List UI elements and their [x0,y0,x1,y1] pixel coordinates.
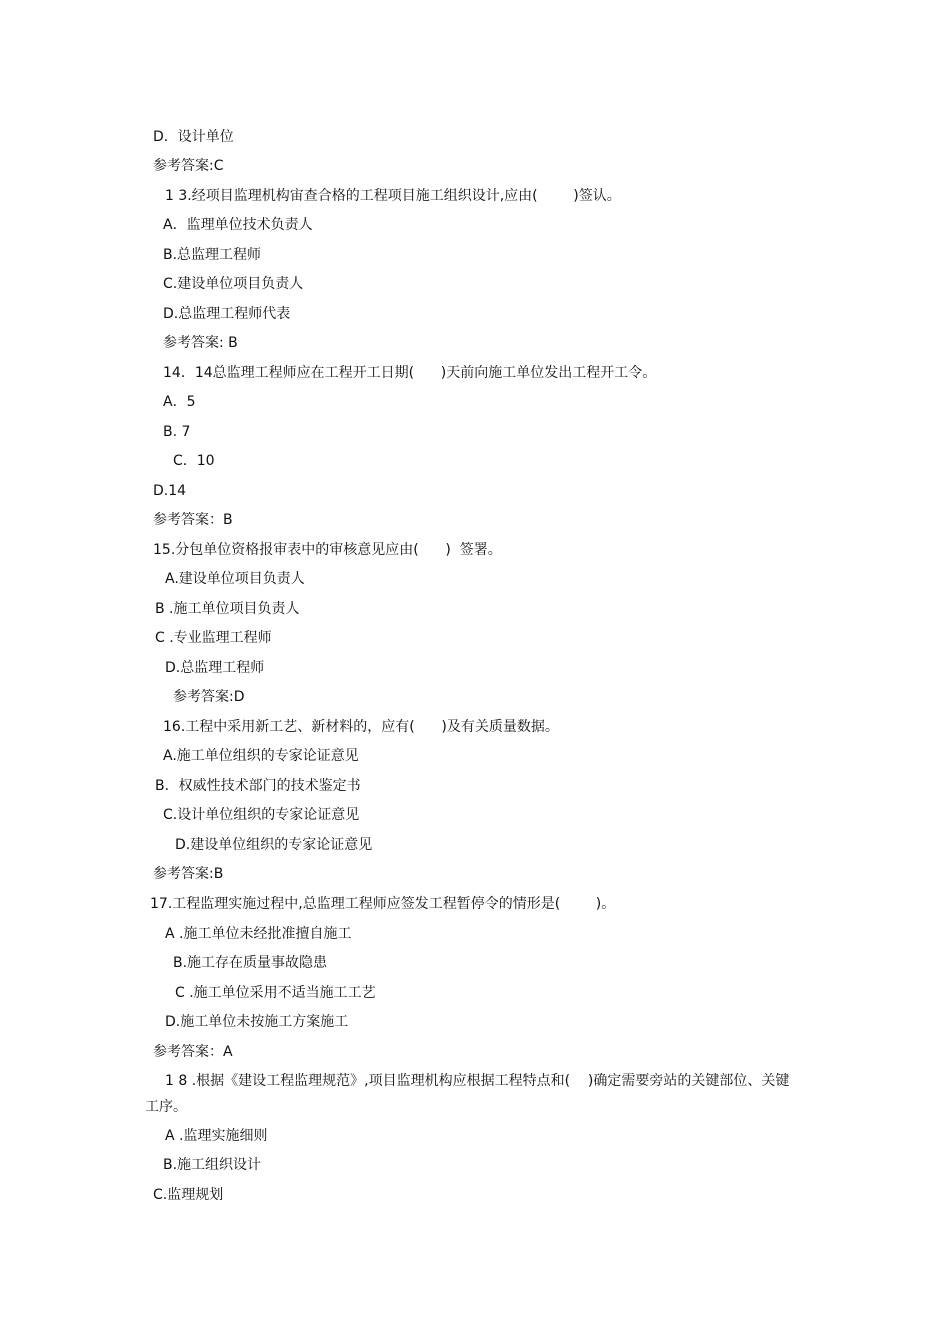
option-14-a: A．5 [163,394,196,410]
option-16-a: A.施工单位组织的专家论证意见 [163,748,359,764]
question-14: 14．14总监理工程师应在工程开工日期( )天前向施工单位发出工程开工令。 [163,365,657,381]
option-18-c: C.监理规划 [153,1187,224,1203]
option-16-d: D.建设单位组织的专家论证意见 [175,837,373,853]
answer-14: 参考答案：B [153,512,233,528]
option-12-d: D．设计单位 [153,129,234,145]
question-13: 1 3.经项目监理机构宙查合格的工程项目施工组织设计,应由( )签认。 [165,188,621,204]
option-14-d: D.14 [153,483,187,499]
option-15-d: D.总监理工程师 [165,660,265,676]
option-17-d: D.施工单位未按施工方案施工 [165,1014,349,1030]
option-17-a: A .施工单位未经批准擅自施工 [165,926,352,942]
option-13-b: B.总监理工程师 [163,247,262,263]
question-17: 17.工程监理实施过程中,总监理工程师应签发工程暂停令的情形是( )。 [150,896,616,912]
option-15-b: B .施工单位项目负责人 [155,601,300,617]
answer-15: 参考答案:D [173,689,245,705]
option-17-b: B.施工存在质量事故隐患 [173,955,328,971]
option-14-c: C．10 [173,453,215,469]
question-16: 16.工程中采用新工艺、新材料的，应有( )及有关质量数据。 [163,719,559,735]
question-15: 15.分包单位资格报审表中的审核意见应由( ) 签署。 [153,542,502,558]
option-18-b: B.施工组织设计 [163,1157,262,1173]
answer-17: 参考答案：A [153,1044,233,1060]
option-16-c: C.设计单位组织的专家论证意见 [163,807,360,823]
option-13-a: A．监理单位技术负责人 [163,217,313,233]
option-17-c: C .施工单位采用不适当施工工艺 [175,985,376,1001]
option-13-d: D.总监理工程师代表 [163,306,291,322]
option-15-c: C .专业监理工程师 [155,630,272,646]
option-18-a: A .监理实施细则 [165,1128,268,1144]
option-14-b: B. 7 [163,424,191,440]
answer-12: 参考答案:C [153,158,224,174]
option-16-b: B．权威性技术部门的技术鉴定书 [155,778,361,794]
question-18-continued: 工序。 [145,1099,187,1115]
question-18: 1 8 .根据《建设工程监理规范》,项目监理机构应根据工程特点和( )确定需要旁站的关键部位、关键 [165,1073,790,1089]
option-13-c: C.建设单位项目负责人 [163,276,304,292]
answer-16: 参考答案:B [153,866,224,882]
option-15-a: A.建设单位项目负责人 [165,571,305,587]
answer-13: 参考答案: B [163,335,238,351]
